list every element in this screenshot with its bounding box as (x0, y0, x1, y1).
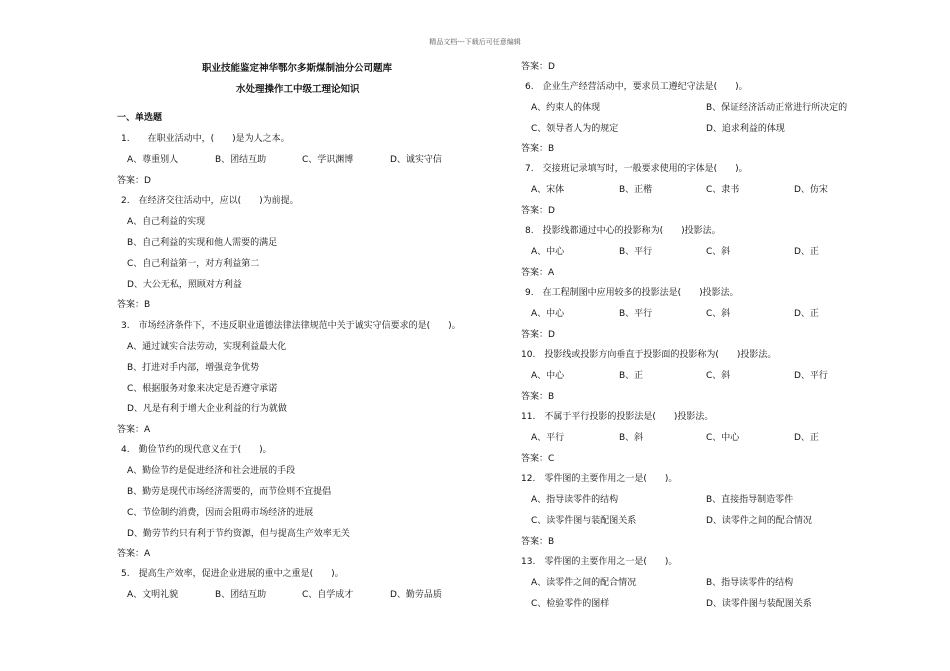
option: D、追求利益的体现 (706, 124, 785, 134)
option: A、指导读零件的结构 (531, 495, 619, 505)
option: A、宋体 (531, 185, 565, 195)
option: D、大公无私，照顾对方利益 (127, 280, 242, 290)
option: A、自己利益的实现 (127, 217, 206, 227)
question-4: 4. 勤俭节约的现代意义在于( )。 (121, 445, 272, 455)
option: C、自己利益第一，对方利益第二 (127, 259, 260, 269)
answer-2: 答案：B (117, 300, 151, 310)
option: A、中心 (531, 371, 565, 381)
options-7 (531, 182, 901, 194)
question-6: 6. 企业生产经营活动中，要求员工遵纪守法是( )。 (525, 82, 748, 92)
options-1 (127, 152, 497, 164)
option: C、领导者人为的规定 (531, 124, 619, 134)
option: B、勤劳是现代市场经济需要的，而节俭则不宜提倡 (127, 487, 332, 497)
question-9: 9. 在工程制图中应用较多的投影法是( )投影法。 (525, 288, 739, 298)
question-5: 5. 提高生产效率，促进企业进展的重中之重是( )。 (121, 569, 344, 579)
option: C、斜 (706, 247, 731, 257)
answer-5: 答案：D (521, 62, 555, 72)
option: B、平行 (619, 309, 653, 319)
option: B、指导读零件的结构 (706, 578, 794, 588)
option: D、仿宋 (794, 185, 828, 195)
option: B、团结互助 (215, 590, 267, 600)
option: D、凡是有利于增大企业利益的行为就做 (127, 404, 287, 414)
options-10 (531, 368, 901, 380)
option: A、尊重别人 (127, 155, 179, 165)
options-5 (127, 587, 497, 599)
answer-3: 答案：A (117, 425, 151, 435)
option: B、保证经济活动正常进行所决定的 (706, 103, 848, 113)
option: C、中心 (706, 433, 740, 443)
answer-9: 答案：D (521, 330, 555, 340)
option: D、读零件之间的配合情况 (706, 516, 812, 526)
options-9 (531, 306, 901, 318)
option: C、隶书 (706, 185, 740, 195)
answer-7: 答案：D (521, 206, 555, 216)
option: B、打进对手内部，增强竞争优势 (127, 363, 260, 373)
option: A、读零件之间的配合情况 (531, 578, 637, 588)
option: A、平行 (531, 433, 565, 443)
option: B、自己利益的实现和他人需要的满足 (127, 238, 278, 248)
option: A、文明礼貌 (127, 590, 179, 600)
option: D、正 (794, 433, 819, 443)
question-3: 3. 市场经济条件下，不违反职业道德法律法律规范中关于诚实守信要求的是( )。 (121, 321, 461, 331)
question-2: 2. 在经济交往活动中，应以( )为前提。 (121, 196, 299, 206)
option: C、斜 (706, 371, 731, 381)
options-13b (531, 596, 901, 608)
option: B、团结互助 (215, 155, 267, 165)
option: A、中心 (531, 309, 565, 319)
answer-12: 答案：B (521, 537, 555, 547)
option: C、检验零件的图样 (531, 599, 610, 609)
question-7: 7. 交接班记录填写时，一般要求使用的字体是( )。 (525, 164, 748, 174)
option: C、斜 (706, 309, 731, 319)
option: C、节俭制约消费，因而会阻碍市场经济的进展 (127, 508, 314, 518)
options-11 (531, 430, 901, 442)
option: A、约束人的体现 (531, 103, 601, 113)
question-8: 8. 投影线都通过中心的投影称为( )投影法。 (525, 226, 721, 236)
answer-8: 答案：A (521, 268, 555, 278)
option: C、读零件图与装配图关系 (531, 516, 637, 526)
answer-10: 答案：B (521, 392, 555, 402)
option: D、读零件图与装配图关系 (706, 599, 812, 609)
option: B、正楷 (619, 185, 653, 195)
option: A、中心 (531, 247, 565, 257)
doc-title: 职业技能鉴定神华鄂尔多斯煤制油分公司题库 (202, 63, 393, 74)
options-8 (531, 244, 901, 256)
option: B、平行 (619, 247, 653, 257)
option: B、直接指导制造零件 (706, 495, 794, 505)
question-13: 13. 零件图的主要作用之一是( )。 (521, 557, 678, 567)
option: D、平行 (794, 371, 828, 381)
question-11: 11. 不属于平行投影的投影法是( )投影法。 (521, 412, 714, 422)
options-6 (531, 100, 901, 112)
option: D、正 (794, 247, 819, 257)
answer-11: 答案：C (521, 454, 555, 464)
answer-4: 答案：A (117, 549, 151, 559)
option: D、正 (794, 309, 819, 319)
options-12b (531, 513, 901, 525)
options-13 (531, 575, 901, 587)
option: D、勤劳节约只有利于节约资源，但与提高生产效率无关 (127, 529, 350, 539)
answer-1: 答案：D (117, 176, 151, 186)
options-6b (531, 121, 901, 133)
option: D、诚实守信 (390, 155, 442, 165)
header-note: 精品文档---下载后可任意编辑 (429, 38, 521, 46)
doc-subtitle: 水处理操作工中级工理论知识 (236, 84, 360, 95)
option: C、自学成才 (302, 590, 354, 600)
option: B、斜 (619, 433, 644, 443)
option: B、正 (619, 371, 644, 381)
question-10: 10. 投影线或投影方向垂直于投影面的投影称为( )投影法。 (521, 350, 777, 360)
section-heading: 一、单选题 (117, 113, 163, 123)
option: C、学识渊博 (302, 155, 354, 165)
question-12: 12. 零件图的主要作用之一是( )。 (521, 474, 678, 484)
option: C、根据服务对象来决定是否遵守承诺 (127, 384, 278, 394)
option: A、通过诚实合法劳动，实现利益最大化 (127, 342, 287, 352)
option: A、勤俭节约是促进经济和社会进展的手段 (127, 466, 296, 476)
options-12 (531, 492, 901, 504)
answer-6: 答案：B (521, 144, 555, 154)
option: D、勤劳品质 (390, 590, 442, 600)
question-1: 1. 在职业活动中，( )是为人之本。 (121, 134, 290, 144)
